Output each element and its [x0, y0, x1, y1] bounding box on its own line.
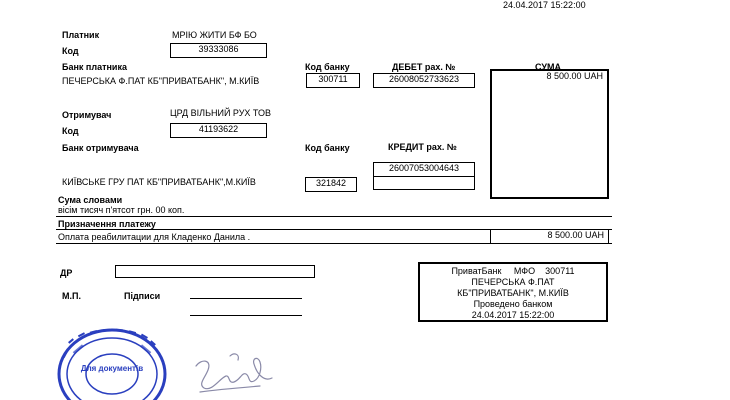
recipient-code-box	[170, 123, 267, 138]
mp-label: М.П.	[62, 291, 81, 301]
payer-bank-code-label: Код банку	[305, 62, 350, 72]
bank-stamp-line4: Проведено банком	[473, 299, 553, 309]
amount-words-text: вісім тисяч п'ятсот грн. 00 коп.	[58, 205, 185, 215]
amount-words-label: Сума словами	[58, 195, 123, 205]
bank-processing-stamp	[418, 262, 608, 322]
handwritten-signature-icon	[190, 348, 280, 400]
payer-label: Платник	[62, 30, 100, 40]
purpose-text: Оплата реабилитации для Кладенко Данила .	[58, 232, 251, 242]
signature-line-2	[190, 315, 302, 316]
payer-code-label: Код	[62, 46, 79, 56]
sum-value: 8 500.00 UAH	[546, 71, 603, 81]
recipient-bank-label: Банк отримувача	[62, 143, 139, 153]
payer-code: 39333086	[198, 44, 239, 54]
sum-label: СУМА	[535, 62, 561, 72]
payer-code-box	[170, 43, 267, 58]
bank-stamp-line1	[420, 266, 606, 277]
debit-account: 26008052733623	[388, 74, 460, 84]
purpose-sum: 8 500.00 UAH	[547, 230, 604, 240]
divider-amount-words	[56, 216, 612, 217]
sum-box	[490, 69, 609, 199]
recipient-code: 41193622	[198, 124, 239, 134]
bank-stamp-line2: ПЕЧЕРСЬКА Ф.ПАТ	[471, 277, 555, 287]
recipient-bank-code-label: Код банку	[305, 143, 350, 153]
credit-account-box	[373, 162, 475, 177]
recipient-label: Отримувач	[62, 110, 112, 120]
document-datetime: 24.04.2017 15:22:00	[503, 0, 586, 10]
purpose-sum-box	[490, 229, 609, 244]
dr-label: ДР	[60, 268, 73, 278]
dr-field	[115, 265, 315, 278]
bank-stamp-line5: 24.04.2017 15:22:00	[471, 310, 555, 320]
payer-bank-label: Банк платника	[62, 62, 127, 72]
recipient-bank-code-box	[305, 177, 357, 192]
round-seal-icon	[54, 326, 170, 400]
credit-account: 26007053004643	[388, 163, 460, 173]
debit-label: ДЕБЕТ рах. №	[392, 62, 456, 72]
divider-purpose-bottom	[56, 243, 612, 244]
payer-bank-name: ПЕЧЕРСЬКА Ф.ПАТ КБ"ПРИВАТБАНК", М.КИЇВ	[62, 76, 260, 86]
bank-stamp-mfo-label: МФО	[513, 266, 536, 276]
recipient-name: ЦРД ВІЛЬНИЙ РУХ ТОВ	[170, 108, 272, 118]
purpose-label: Призначення платежу	[58, 219, 156, 229]
credit-label: КРЕДИТ рах. №	[388, 142, 457, 152]
bank-stamp-mfo: 300711	[545, 266, 575, 276]
credit-account-box-lower	[373, 176, 475, 190]
signature-line-1	[190, 298, 302, 299]
payer-bank-code-box	[306, 73, 360, 88]
payer-name: МРІЮ ЖИТИ БФ БО	[172, 30, 257, 40]
debit-account-box	[373, 73, 475, 88]
signatures-label: Підписи	[124, 291, 161, 301]
recipient-bank-code: 321842	[315, 178, 347, 188]
recipient-bank-name: КИЇВСЬКЕ ГРУ ПАТ КБ"ПРИВАТБАНК",М.КИЇВ	[62, 177, 256, 187]
recipient-code-label: Код	[62, 126, 79, 136]
seal-inner-text: Для документів	[80, 364, 144, 373]
payer-bank-code: 300711	[318, 74, 348, 84]
bank-stamp-line3: КБ"ПРИВАТБАНК", М.КИЇВ	[457, 288, 569, 298]
bank-stamp-bank: ПриватБанк	[451, 266, 502, 276]
